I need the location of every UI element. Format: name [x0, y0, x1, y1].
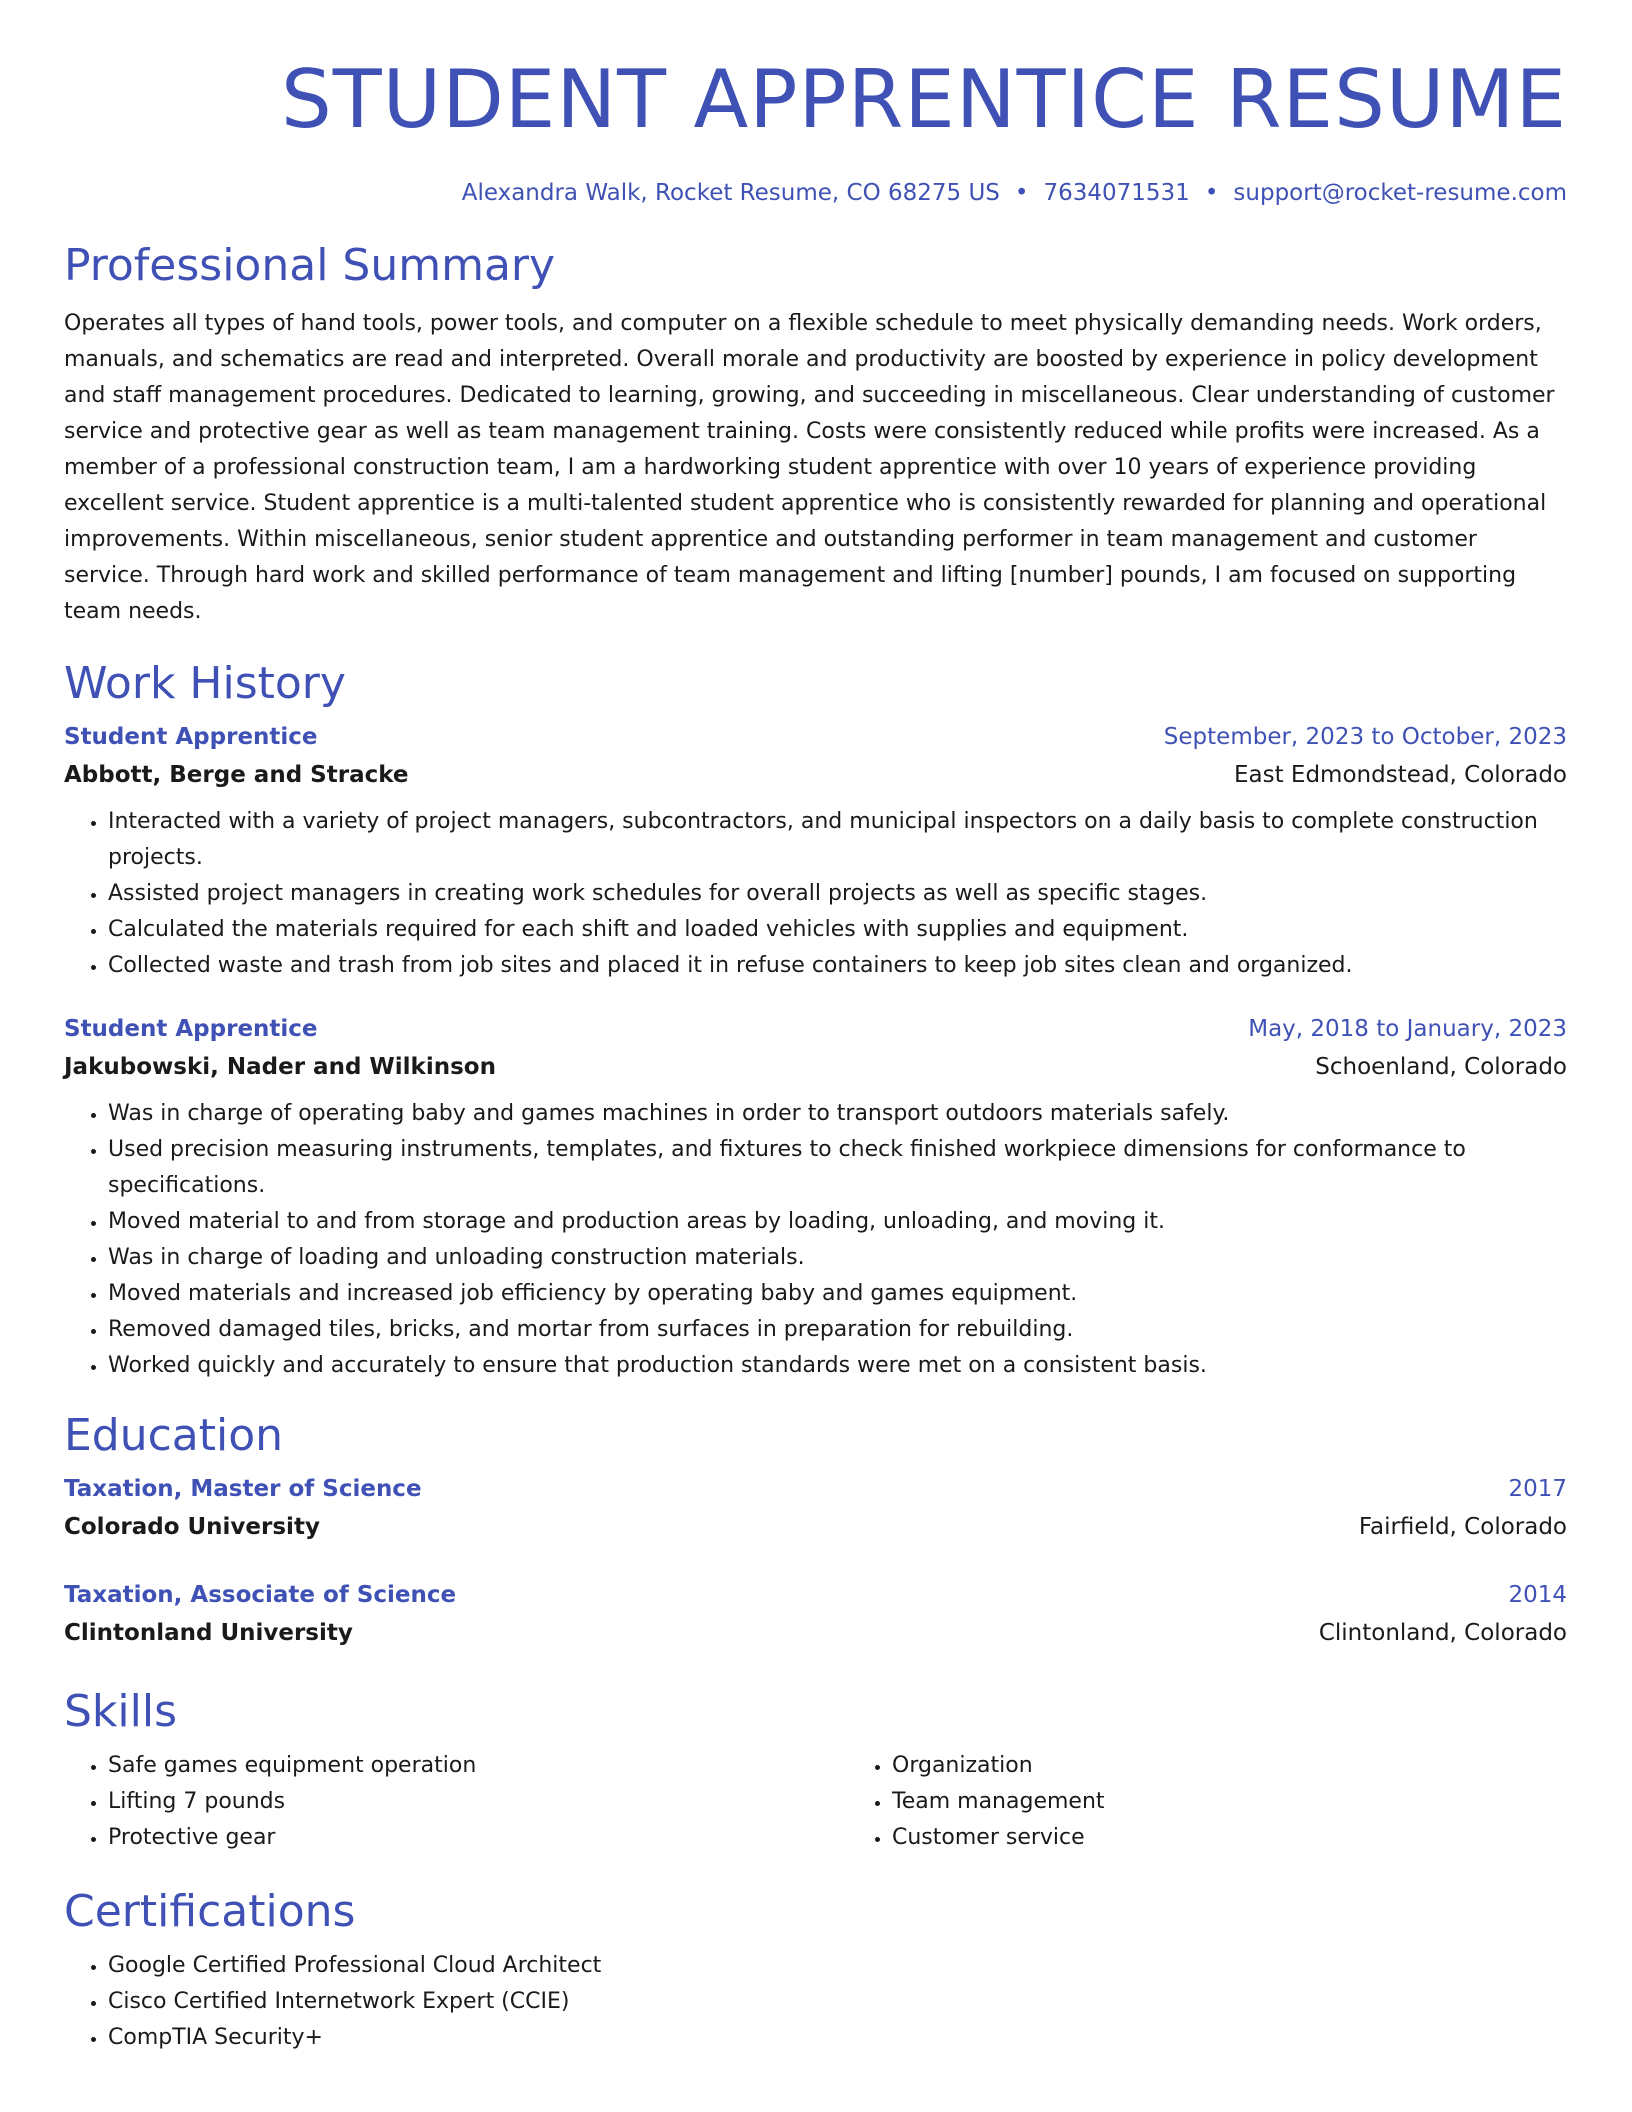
job-bullet: • Was in charge of operating baby and games machines in order to transport outdoors materials safely. [108, 1096, 1567, 1132]
skills-list-left [64, 1748, 848, 1856]
education-school: Clintonland University [64, 1620, 353, 1646]
education-degree: Taxation, Associate of Science [64, 1582, 457, 1608]
skill-item: • Lifting 7 pounds [108, 1784, 848, 1820]
certification-item: • CompTIA Security+ [108, 2020, 1567, 2056]
job-company-row [64, 1048, 1567, 1086]
job-bullet: • Was in charge of loading and unloading construction materials. [108, 1240, 1567, 1276]
job-bullet: • Assisted project managers in creating work schedules for overall projects as well as specific stages. [108, 876, 1567, 912]
section-heading-education: Education [64, 1410, 284, 1461]
education-degree-row [64, 1470, 1567, 1508]
section-heading-summary: Professional Summary [64, 240, 556, 291]
job-company: Abbott, Berge and Stracke [64, 762, 409, 788]
job-bullet: • Collected waste and trash from job sites and placed it in refuse containers to keep job sites clean and organized. [108, 948, 1567, 984]
education-location: Fairfield, Colorado [1358, 1514, 1567, 1540]
contact-separator: • [1014, 180, 1029, 206]
contact-separator: • [1204, 180, 1219, 206]
job-entry [64, 718, 1567, 984]
job-bullet: • Moved materials and increased job efficiency by operating baby and games equipment. [108, 1276, 1567, 1312]
job-location: East Edmondstead, Colorado [1233, 762, 1567, 788]
contact-line [64, 178, 1567, 208]
job-dates: September, 2023 to October, 2023 [1163, 724, 1567, 750]
job-bullet: • Moved material to and from storage and production areas by loading, unloading, and moving it. [108, 1204, 1567, 1240]
job-location: Schoenland, Colorado [1315, 1054, 1567, 1080]
resume-title: STUDENT APPRENTICE RESUME [280, 53, 1567, 146]
education-degree-row [64, 1576, 1567, 1614]
education-year: 2014 [1508, 1582, 1567, 1608]
job-bullet: • Interacted with a variety of project managers, subcontractors, and municipal inspectors on a daily basis to complete construction projects. [108, 804, 1567, 876]
job-title: Student Apprentice [64, 1016, 318, 1042]
certification-item: • Cisco Certified Internetwork Expert (CCIE) [108, 1984, 1567, 2020]
job-title-row [64, 1010, 1567, 1048]
section-heading-work-history: Work History [64, 658, 346, 709]
certification-item: • Google Certified Professional Cloud Architect [108, 1948, 1567, 1984]
education-school: Colorado University [64, 1514, 320, 1540]
skill-item: • Organization [892, 1748, 1105, 1784]
education-entry [64, 1576, 1567, 1652]
certifications-list [64, 1948, 1567, 2056]
job-bullet: • Worked quickly and accurately to ensure that production standards were met on a consistent basis. [108, 1348, 1567, 1384]
skill-item: • Customer service [892, 1820, 1105, 1856]
education-degree: Taxation, Master of Science [64, 1476, 422, 1502]
skills-list-right [848, 1748, 1105, 1856]
job-title-row [64, 718, 1567, 756]
skill-item: • Team management [892, 1784, 1105, 1820]
skill-item: • Safe games equipment operation [108, 1748, 848, 1784]
summary-text: Operates all types of hand tools, power tools, and computer on a flexible schedule to meet physically demanding needs. Work orders, manuals, and schematics are read and interpreted. Overall morale and productivity are boosted by experience in policy development and staff management procedures. Dedicated to learning, growing, and succeeding in miscellaneous. Clear understanding of customer service and protective gear as well as team management training. Costs were consistently reduced while profits were increased. As a member of a professional construction team, I am a hardworking student apprentice with over 10 years of experience providing excellent service. Student apprentice is a multi-talented student apprentice who is consistently rewarded for planning and operational improvements. Within miscellaneous, senior student apprentice and outstanding performer in team management and customer service. Through hard work and skilled performance of team management and lifting [number] pounds, I am focused on supporting team needs. [64, 311, 1555, 624]
job-dates: May, 2018 to January, 2023 [1248, 1016, 1567, 1042]
education-school-row [64, 1614, 1567, 1652]
contact-address: Alexandra Walk, Rocket Resume, CO 68275 US [461, 180, 1000, 206]
section-heading-certifications: Certifications [64, 1886, 356, 1937]
job-company-row [64, 756, 1567, 794]
contact-email[interactable]: support@rocket-resume.com [1233, 180, 1567, 206]
job-title: Student Apprentice [64, 724, 318, 750]
skill-item: • Protective gear [108, 1820, 848, 1856]
job-bullet: • Used precision measuring instruments, templates, and fixtures to check finished workpiece dimensions for conformance to specifications. [108, 1132, 1567, 1204]
job-entry [64, 1010, 1567, 1384]
section-heading-skills: Skills [64, 1686, 178, 1737]
education-school-row [64, 1508, 1567, 1546]
contact-phone[interactable]: 7634071531 [1043, 180, 1190, 206]
job-bullet: • Calculated the materials required for each shift and loaded vehicles with supplies and equipment. [108, 912, 1567, 948]
education-location: Clintonland, Colorado [1318, 1620, 1567, 1646]
education-year: 2017 [1508, 1476, 1567, 1502]
job-bullet-list [64, 804, 1567, 984]
skills-grid [64, 1748, 1567, 1856]
job-bullet: • Removed damaged tiles, bricks, and mortar from surfaces in preparation for rebuilding. [108, 1312, 1567, 1348]
job-bullet-list [64, 1096, 1567, 1384]
job-company: Jakubowski, Nader and Wilkinson [64, 1054, 496, 1080]
education-entry [64, 1470, 1567, 1546]
